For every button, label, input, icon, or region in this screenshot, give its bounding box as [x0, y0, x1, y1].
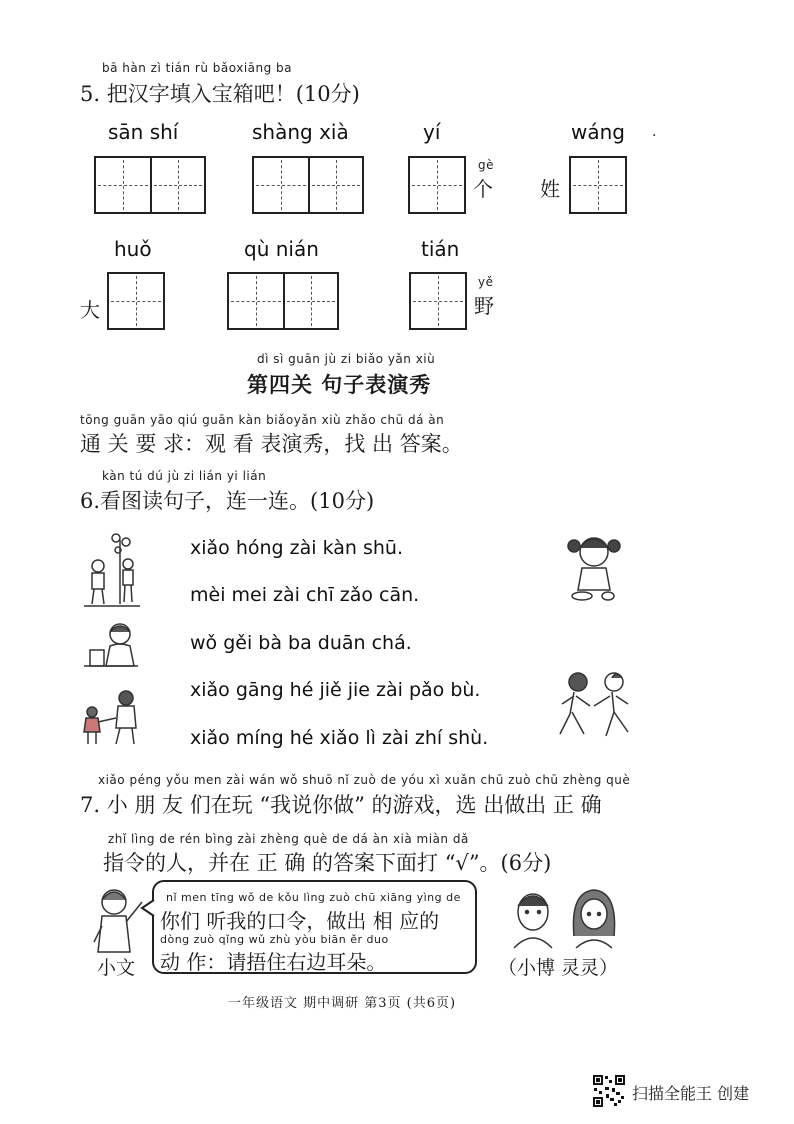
grid-pinyin-wang: wáng — [571, 120, 625, 144]
picture-reading-girl[interactable] — [80, 620, 142, 672]
sentence-5: xiǎo míng hé xiǎo lì zài zhí shù. — [190, 727, 489, 749]
picture-xiaowen — [86, 884, 152, 956]
grid-pinyin-shangxia: shàng xià — [252, 120, 349, 144]
grid-pinyin-sanshi: sān shí — [108, 120, 179, 144]
picture-serving-tea[interactable] — [80, 688, 142, 746]
speaker-name: 小文 — [97, 957, 136, 979]
grid-pinyin-tian: tián — [421, 237, 460, 261]
answer-choices[interactable]: （小博 灵灵） — [498, 957, 619, 979]
writing-grid-sanshi[interactable] — [94, 156, 206, 214]
watermark-text: 扫描全能王 创建 — [632, 1084, 750, 1103]
bubble-text-2: 动 作：请捂住右边耳朵。 — [160, 950, 387, 974]
dot-mark: · — [652, 128, 657, 144]
picture-lingling[interactable] — [566, 886, 622, 950]
q7-line2: 指令的人，并在 正 确 的答案下面打 “√”。(6分) — [103, 851, 552, 875]
qr-code-icon — [592, 1074, 626, 1108]
picture-eating-breakfast[interactable] — [562, 530, 628, 606]
ge-pinyin: gè — [478, 158, 494, 172]
picture-planting-tree[interactable] — [80, 530, 142, 608]
bubble-text-1: 你们 听我的口令，做出 相 应的 — [160, 909, 440, 933]
char-ge: 个 — [473, 177, 493, 201]
grid-pinyin-yi: yí — [423, 120, 441, 144]
bubble-pinyin-2: dòng zuò qǐng wǔ zhù yòu biān ěr duo — [160, 933, 389, 946]
writing-grid-shangxia[interactable] — [252, 156, 364, 214]
char-xing: 姓 — [540, 177, 560, 201]
requirement-text: 通 关 要 求：观 看 表演秀，找 出 答案。 — [80, 432, 463, 456]
sentence-4: xiǎo gāng hé jiě jie zài pǎo bù. — [190, 679, 481, 701]
sec4-pinyin: dì sì guān jù zi biǎo yǎn xiù — [257, 352, 436, 366]
q7-line1: 7. 小 朋 友 们在玩 “我说你做” 的游戏，选 出做出 正 确 — [80, 793, 602, 817]
writing-grid-tian[interactable] — [409, 272, 467, 330]
q5-pinyin: bā hàn zì tián rù bǎoxiāng ba — [102, 61, 293, 75]
writing-grid-huo[interactable] — [107, 272, 165, 330]
bubble-tail — [140, 898, 156, 918]
writing-grid-yi[interactable] — [408, 156, 466, 214]
q5-title: 5. 把汉字填入宝箱吧！(10分) — [80, 82, 360, 106]
grid-pinyin-qunian: qù nián — [244, 237, 319, 261]
ye-pinyin: yě — [478, 275, 494, 289]
page-footer: 一年级语文 期中调研 第3页 (共6页) — [228, 996, 457, 1011]
char-ye: 野 — [474, 294, 494, 318]
picture-running-kids[interactable] — [556, 668, 636, 746]
writing-grid-wang[interactable] — [569, 156, 627, 214]
sentence-2: mèi mei zài chī zǎo cān. — [190, 584, 420, 606]
q7-line1-pinyin: xiǎo péng yǒu men zài wán wǒ shuō nǐ zuò de yóu xì xuǎn chū zuò chū zhèng què — [98, 773, 631, 787]
sentence-1: xiǎo hóng zài kàn shū. — [190, 537, 403, 559]
char-da: 大 — [80, 298, 100, 322]
q6-title: 6.看图读句子，连一连。(10分) — [80, 489, 375, 513]
writing-grid-qunian[interactable] — [227, 272, 339, 330]
section-title: 第四关 句子表演秀 — [247, 372, 432, 397]
grid-pinyin-huo: huǒ — [114, 237, 152, 261]
requirement-pinyin: tōng guān yāo qiú guān kàn biǎoyǎn xiù zhǎo chū dá àn — [80, 413, 445, 427]
bubble-pinyin-1: nǐ men tīng wǒ de kǒu lìng zuò chū xiāng yìng de — [166, 891, 461, 904]
q7-line2-pinyin: zhǐ lìng de rén bìng zài zhèng què de dá àn xià miàn dǎ — [108, 832, 469, 846]
sentence-3: wǒ gěi bà ba duān chá. — [190, 632, 412, 654]
q6-pinyin: kàn tú dú jù zi lián yi lián — [102, 469, 267, 483]
picture-xiaobo[interactable] — [506, 888, 560, 950]
